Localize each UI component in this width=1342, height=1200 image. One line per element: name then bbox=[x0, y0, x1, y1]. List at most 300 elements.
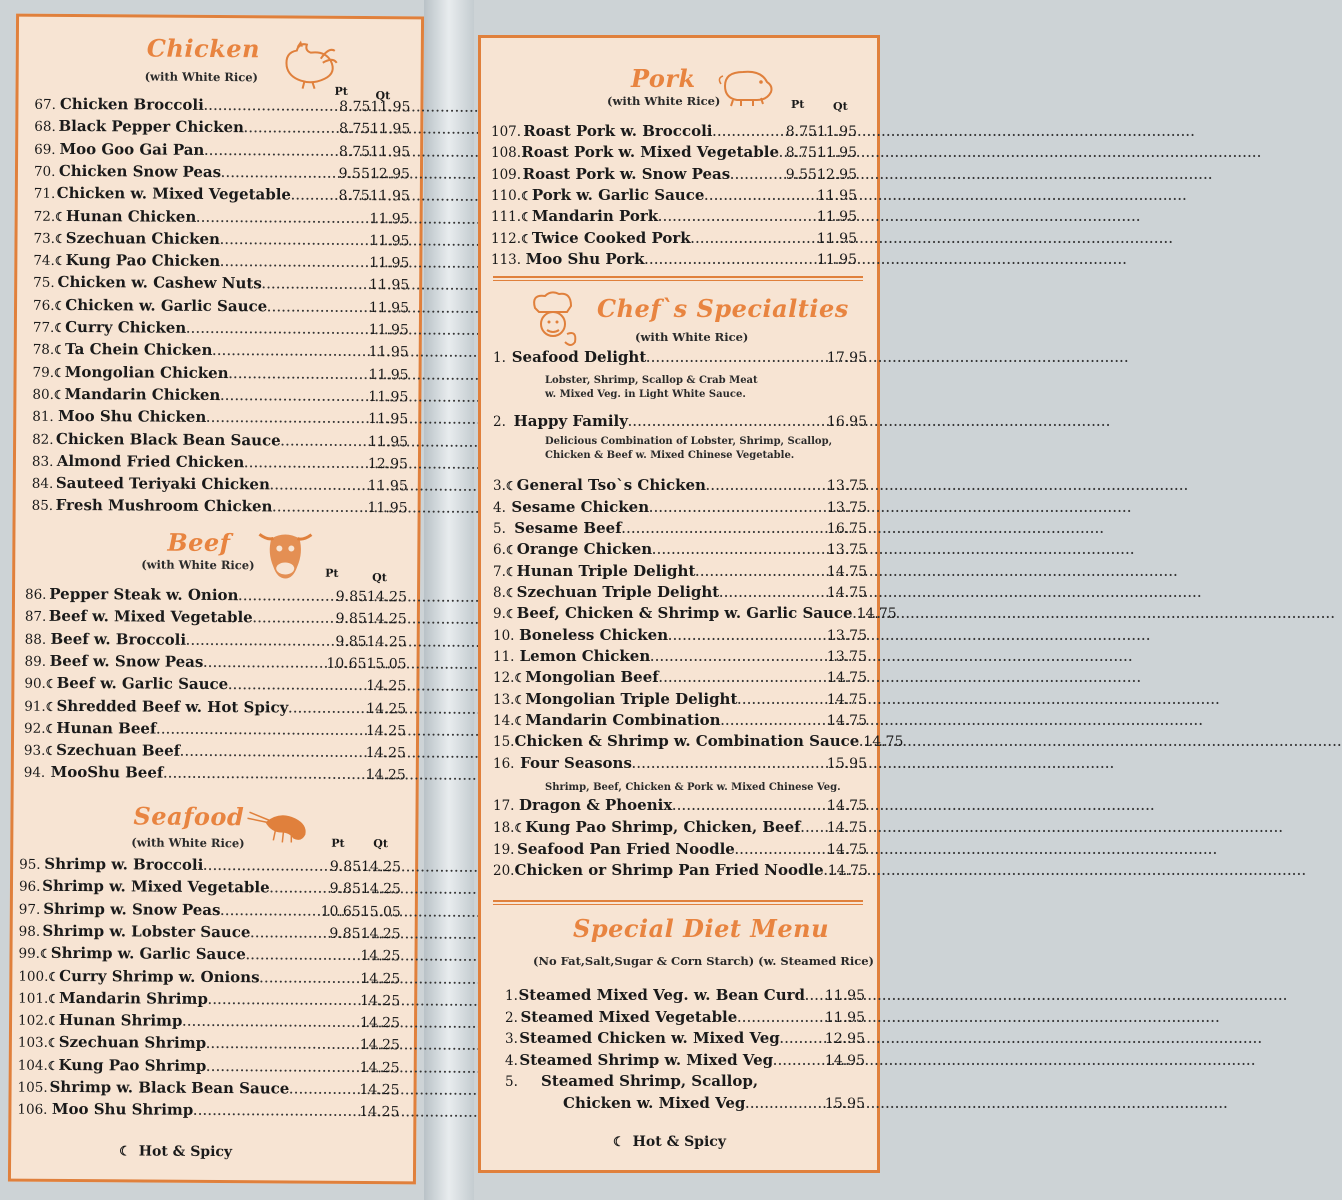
item-price: 12.95 bbox=[824, 1031, 865, 1047]
leader-dots bbox=[737, 1012, 825, 1025]
quart-price: 14.25 bbox=[365, 722, 407, 740]
item-number: 3. bbox=[505, 1031, 518, 1047]
pepper-icon: ☾ bbox=[55, 209, 66, 224]
list-item bbox=[24, 763, 406, 788]
item-price: 14.75 bbox=[826, 564, 867, 580]
quart-price: 11.95 bbox=[816, 251, 857, 268]
item-number: 13. bbox=[493, 692, 515, 708]
leader-dots bbox=[253, 613, 336, 627]
list-item bbox=[25, 629, 407, 654]
seafood-delight-description: Lobster, Shrimp, Scallop & Crab Meat w. Mixed Veg. in Light White Sauce. bbox=[545, 375, 758, 400]
leader-dots bbox=[163, 768, 349, 782]
item-number: 103. bbox=[17, 1035, 49, 1052]
item-number: 113. bbox=[491, 251, 522, 268]
list-item bbox=[19, 899, 401, 924]
pepper-icon: ☾ bbox=[613, 1135, 625, 1150]
leader-dots bbox=[220, 905, 320, 919]
item-number: 5. bbox=[493, 521, 506, 537]
item-price: 14.75 bbox=[826, 842, 867, 858]
pepper-icon: ☾ bbox=[521, 188, 532, 203]
leader-dots bbox=[203, 860, 330, 874]
item-name: Kung Pao Shrimp, Chicken, Beef bbox=[525, 818, 801, 836]
item-number: 87. bbox=[24, 608, 47, 626]
item-name: Black Pepper Chicken bbox=[58, 117, 245, 137]
leader-dots bbox=[288, 702, 359, 715]
pint-price: 9.55 bbox=[338, 165, 370, 182]
list-item bbox=[493, 647, 867, 669]
leader-dots bbox=[672, 800, 827, 813]
leader-dots bbox=[801, 822, 827, 835]
item-number: 76. bbox=[32, 297, 55, 314]
item-name: Steamed Shrimp w. Mixed Veg bbox=[519, 1050, 774, 1069]
item-number: 73. bbox=[33, 230, 56, 247]
quart-price: 11.95 bbox=[368, 299, 410, 317]
item-name: Roast Pork w. Mixed Vegetable bbox=[521, 143, 779, 162]
list-item bbox=[493, 562, 867, 584]
menu-right-panel bbox=[478, 35, 904, 1173]
leader-dots bbox=[721, 715, 827, 728]
leader-dots bbox=[730, 169, 786, 182]
item-name: Steamed Chicken w. Mixed Veg bbox=[519, 1029, 780, 1047]
quart-price: 11.95 bbox=[816, 145, 857, 162]
quart-price: 14.25 bbox=[366, 633, 407, 650]
pepper-icon: ☾ bbox=[39, 946, 51, 962]
pint-price: 10.65 bbox=[320, 903, 361, 920]
list-item bbox=[24, 741, 406, 766]
list-item bbox=[491, 186, 857, 208]
leader-dots bbox=[646, 352, 827, 365]
leader-dots bbox=[650, 651, 827, 664]
quart-price: 14.25 bbox=[360, 948, 401, 965]
quart-price: 11.95 bbox=[816, 124, 857, 140]
leader-dots bbox=[780, 1033, 825, 1046]
leader-dots bbox=[622, 523, 827, 536]
leader-dots bbox=[737, 694, 827, 707]
list-item bbox=[493, 861, 867, 883]
item-number: 97. bbox=[18, 901, 41, 918]
item-number: 93. bbox=[23, 742, 46, 759]
quart-price: 14.25 bbox=[360, 992, 401, 1010]
list-item bbox=[32, 474, 408, 499]
item-name: Szechuan Triple Delight bbox=[516, 583, 720, 601]
pepper-icon: ☾ bbox=[54, 320, 66, 335]
happy-family-description: Delicious Combination of Lobster, Shrimp, Scallop, Chicken & Beef w. Mixed Chinese Vegetable. bbox=[545, 436, 833, 461]
list-item: Chicken w. Mixed Veg ..... 15.95 bbox=[563, 1094, 865, 1116]
quart-price: 11.95 bbox=[368, 344, 409, 361]
list-item bbox=[34, 162, 410, 187]
leader-dots bbox=[267, 301, 360, 315]
chef-section-title: Chef`s Specialties bbox=[597, 294, 849, 323]
list-item bbox=[493, 476, 867, 498]
list-item bbox=[491, 207, 857, 229]
list-item bbox=[493, 818, 867, 840]
quart-price: 11.95 bbox=[370, 99, 411, 116]
leader-dots bbox=[206, 1061, 347, 1075]
list-item bbox=[19, 922, 401, 947]
pepper-icon: ☾ bbox=[54, 298, 66, 313]
pint-price: 9.85 bbox=[335, 633, 367, 650]
item-name: Mandarin Chicken bbox=[64, 384, 221, 404]
item-name: Kung Pao Chicken bbox=[65, 251, 221, 271]
item-name: Moo Shu Pork bbox=[525, 249, 645, 268]
quart-price: 14.25 bbox=[359, 1104, 400, 1121]
pint-price: 8.75 bbox=[785, 124, 817, 140]
leader-dots bbox=[212, 345, 355, 359]
rooster-icon bbox=[277, 36, 341, 88]
quart-price: 11.95 bbox=[816, 209, 857, 226]
item-name: Beef w. Broccoli bbox=[50, 629, 187, 649]
pint-price: 8.75 bbox=[338, 143, 371, 160]
pint-price: 8.75 bbox=[339, 98, 371, 116]
item-number: 94. bbox=[23, 765, 46, 782]
item-name: Chicken w. Mixed Vegetable bbox=[56, 184, 292, 204]
item-number: 88. bbox=[24, 631, 47, 648]
leader-dots bbox=[691, 233, 807, 246]
item-number: 80. bbox=[32, 386, 54, 403]
pepper-icon: ☾ bbox=[505, 479, 517, 493]
diet-subtitle: (No Fat,Salt,Sugar & Corn Starch) (w. Steamed Rice) bbox=[533, 954, 874, 968]
quart-price: 11.95 bbox=[368, 411, 409, 428]
list-item bbox=[18, 944, 400, 969]
item-price: 11.95 bbox=[824, 1009, 865, 1026]
item-number: 86. bbox=[24, 586, 47, 603]
list-item bbox=[34, 206, 410, 231]
divider bbox=[493, 900, 863, 905]
cow-icon bbox=[253, 522, 317, 584]
leader-dots bbox=[182, 1016, 345, 1030]
leader-dots bbox=[706, 480, 827, 493]
quart-price: 14.25 bbox=[359, 1015, 401, 1032]
hot-spicy-legend bbox=[613, 1134, 726, 1150]
item-number: 79. bbox=[32, 364, 55, 381]
pepper-icon: ☾ bbox=[45, 699, 57, 714]
list-item bbox=[32, 385, 408, 410]
item-price: 15.95 bbox=[826, 756, 867, 772]
list-item bbox=[493, 668, 867, 690]
list-item bbox=[24, 696, 406, 721]
list-item bbox=[18, 1011, 400, 1036]
list-item bbox=[32, 429, 408, 454]
quart-price: 14.25 bbox=[366, 611, 407, 628]
leader-dots bbox=[244, 122, 339, 136]
quart-price: 12.95 bbox=[369, 165, 411, 183]
item-name: Beef w. Garlic Sauce bbox=[56, 674, 229, 694]
leader-dots bbox=[250, 927, 329, 941]
pepper-icon: ☾ bbox=[48, 969, 60, 984]
item-name: Shrimp w. Snow Peas bbox=[43, 899, 221, 919]
beef-subtitle: (with White Rice) bbox=[141, 557, 255, 573]
item-name: Curry Chicken bbox=[65, 317, 187, 337]
item-number: 16. bbox=[493, 756, 515, 772]
chicken-qt-header: Qt bbox=[375, 89, 391, 103]
list-item bbox=[18, 1033, 400, 1058]
item-name: Mandarin Combination bbox=[525, 711, 721, 729]
pepper-icon: ☾ bbox=[119, 1144, 131, 1160]
item-price: 14.75 bbox=[826, 585, 867, 601]
item-name: Moo Shu Shrimp bbox=[51, 1100, 194, 1120]
item-number: 15. bbox=[493, 734, 515, 750]
hot-spicy-legend bbox=[119, 1143, 232, 1160]
leader-dots bbox=[805, 990, 825, 1003]
leader-dots bbox=[260, 972, 352, 986]
item-number: 112. bbox=[491, 230, 522, 247]
item-price: 13.75 bbox=[826, 542, 867, 558]
item-name: Almond Fried Chicken bbox=[56, 451, 245, 471]
pepper-icon: ☾ bbox=[514, 671, 526, 685]
item-number: 19. bbox=[493, 842, 515, 858]
item-number: 75. bbox=[33, 275, 55, 292]
list-item bbox=[25, 607, 407, 632]
item-number: 77. bbox=[32, 319, 55, 336]
item-number: 108. bbox=[491, 145, 522, 162]
item-number: 17. bbox=[493, 798, 515, 814]
quart-price: 11.95 bbox=[369, 143, 411, 160]
list-item bbox=[493, 498, 867, 520]
pepper-icon: ☾ bbox=[514, 693, 526, 707]
item-name: Chicken or Shrimp Pan Fried Noodle bbox=[514, 861, 824, 879]
item-name: Lemon Chicken bbox=[519, 647, 651, 665]
list-item bbox=[493, 690, 867, 712]
item-number: 105. bbox=[17, 1079, 48, 1096]
chicken-pt-header: Pt bbox=[334, 84, 348, 98]
item-name: Sesame Beef bbox=[514, 519, 622, 537]
item-name: Seafood Delight bbox=[511, 348, 647, 366]
list-item bbox=[33, 318, 409, 343]
item-name: Shrimp w. Lobster Sauce bbox=[42, 921, 251, 942]
item-name: MooShu Beef bbox=[50, 763, 164, 783]
item-price: 16.95 bbox=[826, 414, 867, 430]
pig-icon bbox=[717, 64, 777, 108]
quart-price: 14.25 bbox=[359, 1059, 400, 1076]
item-number: 70. bbox=[33, 163, 56, 180]
pepper-icon: ☾ bbox=[506, 543, 517, 557]
list-item bbox=[493, 412, 867, 434]
leader-dots bbox=[193, 1105, 345, 1119]
pint-price: 8.75 bbox=[338, 121, 371, 138]
list-item bbox=[493, 711, 867, 733]
item-number: 2. bbox=[493, 414, 506, 430]
item-number: 3. bbox=[493, 478, 506, 494]
leader-dots bbox=[658, 211, 803, 224]
item-number: 102. bbox=[17, 1012, 49, 1029]
item-number: 106. bbox=[17, 1101, 48, 1119]
quart-price: 14.25 bbox=[360, 925, 401, 943]
list-item bbox=[505, 986, 865, 1008]
item-number: 7. bbox=[493, 564, 506, 580]
leader-dots bbox=[645, 254, 803, 267]
leader-dots bbox=[712, 126, 785, 139]
quart-price: 14.25 bbox=[359, 1037, 400, 1054]
list-item: 5. Steamed Shrimp, Scallop, bbox=[505, 1072, 759, 1090]
item-number: 4. bbox=[505, 1052, 518, 1069]
quart-price: 15.05 bbox=[366, 655, 407, 673]
legend-label: Hot & Spicy bbox=[138, 1143, 233, 1161]
item-number: 8. bbox=[493, 585, 506, 601]
list-item bbox=[491, 122, 857, 144]
item-name: Curry Shrimp w. Onions bbox=[59, 966, 260, 986]
leader-dots bbox=[779, 147, 786, 160]
leader-dots bbox=[186, 323, 353, 337]
list-item bbox=[493, 732, 904, 754]
item-number: 72. bbox=[33, 208, 56, 225]
quart-price: 14.25 bbox=[360, 859, 402, 876]
list-item bbox=[493, 840, 867, 862]
pork-subtitle: (with White Rice) bbox=[607, 94, 721, 108]
pepper-icon: ☾ bbox=[47, 1058, 59, 1073]
seafood-pt-header: Pt bbox=[331, 836, 345, 850]
list-item bbox=[33, 229, 409, 254]
item-name: Mandarin Shrimp bbox=[58, 988, 208, 1008]
pint-price: 8.75 bbox=[338, 188, 370, 205]
item-name: Szechuan Chicken bbox=[65, 228, 221, 248]
quart-price: 11.95 bbox=[369, 255, 410, 272]
leader-dots bbox=[196, 211, 355, 225]
item-price: 14.75 bbox=[826, 798, 867, 814]
item-name: Shrimp w. Black Bean Sauce bbox=[49, 1077, 290, 1098]
beef-section-title: Beef bbox=[167, 527, 231, 558]
item-name: Seafood Pan Fried Noodle bbox=[517, 840, 735, 858]
list-item bbox=[24, 652, 406, 677]
quart-price: 11.95 bbox=[369, 277, 410, 294]
list-item bbox=[18, 966, 400, 991]
list-item bbox=[33, 251, 409, 276]
item-name: Chicken w. Garlic Sauce bbox=[65, 295, 268, 316]
pork-qt-header: Qt bbox=[833, 100, 848, 113]
seafood-subtitle: (with White Rice) bbox=[131, 835, 245, 851]
item-name: Boneless Chicken bbox=[519, 626, 669, 644]
leader-dots bbox=[773, 1055, 825, 1068]
item-name: Dragon & Phoenix bbox=[518, 796, 673, 814]
leader-dots bbox=[289, 1084, 353, 1097]
item-name: Mongolian Chicken bbox=[64, 362, 229, 382]
leader-dots bbox=[220, 234, 357, 248]
pepper-icon: ☾ bbox=[514, 821, 526, 835]
quart-price: 11.95 bbox=[369, 232, 410, 250]
seafood-qt-header: Qt bbox=[373, 837, 389, 851]
quart-price: 11.95 bbox=[368, 366, 409, 383]
leader-dots bbox=[270, 479, 360, 493]
leader-dots bbox=[649, 502, 827, 515]
item-price: 16.75 bbox=[826, 521, 867, 537]
list-item bbox=[493, 519, 867, 541]
item-name: Steamed Mixed Veg. w. Bean Curd bbox=[518, 986, 806, 1004]
pint-price: 9.85 bbox=[335, 611, 367, 628]
menu-left-panel bbox=[8, 14, 424, 1185]
item-number: 20. bbox=[493, 863, 515, 879]
item-price: 14.75 bbox=[856, 606, 897, 622]
leader-dots bbox=[246, 949, 351, 963]
item-name: Chicken Snow Peas bbox=[58, 161, 222, 181]
chef-icon bbox=[525, 290, 583, 352]
item-name: Chicken & Shrimp w. Combination Sauce bbox=[514, 732, 860, 750]
item-name: Twice Cooked Pork bbox=[531, 228, 691, 247]
list-item bbox=[34, 184, 410, 209]
pint-price: 9.85 bbox=[335, 588, 367, 606]
item-number: 89. bbox=[24, 653, 47, 670]
leader-dots bbox=[156, 723, 348, 737]
leader-dots bbox=[203, 657, 326, 671]
item-name: Orange Chicken bbox=[516, 540, 653, 558]
item-price: 14.75 bbox=[863, 734, 904, 750]
pork-pt-header: Pt bbox=[791, 98, 805, 111]
list-item bbox=[493, 540, 867, 562]
item-number: 111. bbox=[491, 209, 522, 226]
list-item bbox=[33, 340, 409, 365]
pepper-icon: ☾ bbox=[521, 210, 532, 225]
leader-dots bbox=[291, 190, 339, 203]
leader-dots bbox=[244, 457, 357, 471]
list-item bbox=[33, 295, 409, 320]
item-name: Ta Chein Chicken bbox=[64, 340, 213, 360]
item-number: 74. bbox=[33, 252, 55, 269]
item-price: 14.75 bbox=[827, 863, 868, 879]
pepper-icon: ☾ bbox=[48, 991, 60, 1006]
quart-price: 11.95 bbox=[816, 187, 857, 204]
divider bbox=[493, 276, 863, 281]
item-number: 68. bbox=[34, 119, 56, 136]
quart-price: 14.25 bbox=[360, 970, 401, 987]
item-price: 11.95 bbox=[824, 988, 865, 1004]
item-number: 11. bbox=[493, 649, 515, 665]
beef-qt-header: Qt bbox=[372, 571, 387, 585]
item-number: 82. bbox=[32, 431, 54, 448]
item-price: 13.75 bbox=[826, 649, 867, 665]
item-name: Hunan Chicken bbox=[65, 206, 197, 226]
list-item bbox=[32, 362, 408, 387]
item-name: Chicken Black Bean Sauce bbox=[55, 429, 281, 449]
list-item bbox=[24, 718, 406, 743]
leader-dots bbox=[208, 994, 348, 1008]
item-number: 101. bbox=[18, 990, 49, 1007]
leader-dots bbox=[228, 679, 355, 693]
leader-dots bbox=[221, 167, 339, 181]
quart-price: 12.95 bbox=[816, 166, 857, 183]
list-item bbox=[32, 407, 408, 432]
list-item bbox=[33, 273, 409, 298]
item-name: Mongolian Triple Delight bbox=[525, 690, 738, 708]
item-number: 78. bbox=[32, 342, 55, 359]
item-name: Shrimp w. Broccoli bbox=[44, 854, 204, 874]
leader-dots bbox=[719, 587, 827, 600]
list-item bbox=[24, 674, 406, 699]
item-name: Beef w. Mixed Vegetable bbox=[48, 607, 253, 627]
leader-dots bbox=[204, 145, 339, 159]
item-number: 18. bbox=[493, 820, 515, 836]
item-name: Chicken w. Cashew Nuts bbox=[57, 273, 262, 293]
list-item bbox=[491, 143, 857, 165]
item-name: Beef w. Snow Peas bbox=[49, 651, 204, 671]
item-name: Szechuan Shrimp bbox=[58, 1033, 207, 1053]
item-name: Chicken Broccoli bbox=[59, 94, 204, 114]
leader-dots bbox=[704, 190, 807, 203]
item-number: 1. bbox=[493, 350, 506, 366]
list-item bbox=[491, 250, 857, 272]
quart-price: 14.25 bbox=[365, 767, 406, 784]
item-price: 13.75 bbox=[826, 628, 867, 644]
item-name: Moo Shu Chicken bbox=[57, 407, 207, 427]
item-number: 6. bbox=[493, 542, 506, 558]
pepper-icon: ☾ bbox=[505, 565, 517, 579]
list-item bbox=[493, 626, 867, 648]
item-name: Beef, Chicken & Shrimp w. Garlic Sauce bbox=[516, 604, 853, 622]
chicken-section-title: Chicken bbox=[146, 33, 261, 64]
list-item bbox=[34, 139, 410, 164]
item-number: 1. bbox=[505, 988, 518, 1004]
item-number: 10. bbox=[493, 628, 515, 644]
list-item bbox=[493, 754, 867, 776]
item-price: 14.75 bbox=[826, 692, 867, 708]
item-number: 92. bbox=[24, 720, 46, 737]
